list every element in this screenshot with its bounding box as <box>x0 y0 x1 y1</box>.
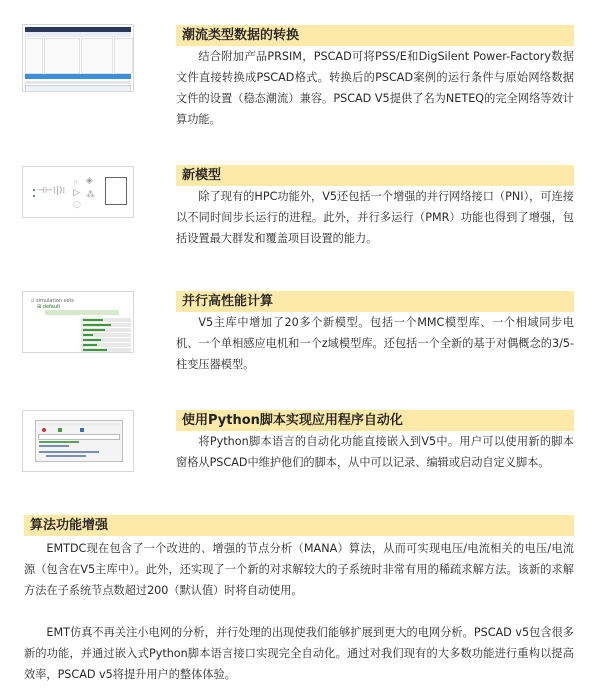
machine-icon: ⁂ <box>86 190 95 200</box>
pane-graphic <box>114 38 133 74</box>
ground-icon: ◌ <box>73 200 81 210</box>
node-icon <box>33 195 35 197</box>
section-body <box>176 431 574 473</box>
section-title: 新模型 <box>176 165 574 186</box>
bottom-panel-graphic <box>25 85 131 92</box>
paragraph: EMT仿真不再关注小电网的分析，并行处理的出现使我们能够扩展到更大的电网分析。PSCAD v5包含很多新的功能，并通过嵌入式Python脚本语言接口实现完全自动化。通过对我们现有的大多数功能进行重构以提高效率，PSCAD v5将提升用户的整体体验。 <box>24 626 574 681</box>
selected-row-graphic <box>25 74 131 79</box>
component-models-thumbnail <box>22 166 134 218</box>
breaker-icon: ⁞|)⁞ <box>53 186 66 196</box>
run-icon <box>58 428 62 432</box>
paragraph: 将Python脚本语言的自动化功能直接嵌入到V5中。用户可以使用新的脚本窗格从PSCAD中维护他们的脚本，从中可以记录、编辑或启动自定义脚本。 <box>176 435 574 469</box>
paragraph: 除了现有的HPC功能外，V5还包括一个增强的并行网络接口（PNI），可连接以不同时间步长运行的进程。此外，并行多运行（PMR）功能也得到了增强，包括设置最大群发和覆盖项目设置的能力。 <box>176 190 574 245</box>
section-body <box>24 538 574 685</box>
record-icon <box>42 428 46 432</box>
amplifier-icon: ▷ <box>73 188 80 198</box>
selected-tree-node <box>45 310 119 315</box>
source-icon: ◦ <box>73 178 79 188</box>
section-body <box>176 312 574 375</box>
section-title: 潮流类型数据的转换 <box>176 25 574 46</box>
paragraph: EMTDC现在包含了一个改进的、增强的节点分析（MANA）算法，从而可实现电压/电流相关的电压/电流源（包含在V5主库中）。此外，还实现了一个新的对求解较大的子系统时非常有用的稀疏求解方法。该新的求解方法在子系统节点数超过200（默认值）时将自动使用。 <box>24 542 574 597</box>
pane-graphic <box>81 38 113 74</box>
transformer-block-icon <box>105 177 127 205</box>
toolbar-graphic <box>25 32 131 37</box>
switch-icon: ⊣⊢ <box>37 186 53 196</box>
section-body <box>176 46 574 130</box>
eye-icon: ◈ <box>86 176 93 186</box>
section-body <box>176 186 574 249</box>
script-selector <box>38 434 120 440</box>
row-graphic <box>25 81 131 84</box>
paragraph: 结合附加产品PRSIM，PSCAD可将PSS/E和DigSilent Power-Factory数据文件直接转换成PSCAD格式。转换后的PSCAD案例的运行条件与原始网络数据文件的设置（稳态潮流）兼容。PSCAD V5提供了名为NETEQ的完全网络等效计算功能。 <box>176 50 574 126</box>
pane-graphic <box>25 38 43 74</box>
tree-root: ▫ simulation sets <box>31 298 74 304</box>
pane-graphic <box>44 38 80 74</box>
python-script-pane-thumbnail <box>22 410 134 472</box>
node-icon <box>33 189 35 191</box>
section-title: 算法功能增强 <box>24 515 574 536</box>
save-icon <box>80 428 84 432</box>
section-title: 使用Python脚本实现应用程序自动化 <box>176 410 574 431</box>
paragraph: V5主库中增加了20多个新模型。包括一个MMC模型库、一个相域同步电机、一个单相感应电机和一个z域模型库。还包括一个全新的基于对偶概念的3/5-柱变压器模型。 <box>176 316 574 371</box>
section-title: 并行高性能计算 <box>176 291 574 312</box>
script-pane-window <box>35 420 123 462</box>
tree-node: ⊞ default <box>37 304 61 310</box>
parallel-tree-thumbnail <box>22 291 134 353</box>
pscad-main-window-thumbnail <box>22 24 134 92</box>
